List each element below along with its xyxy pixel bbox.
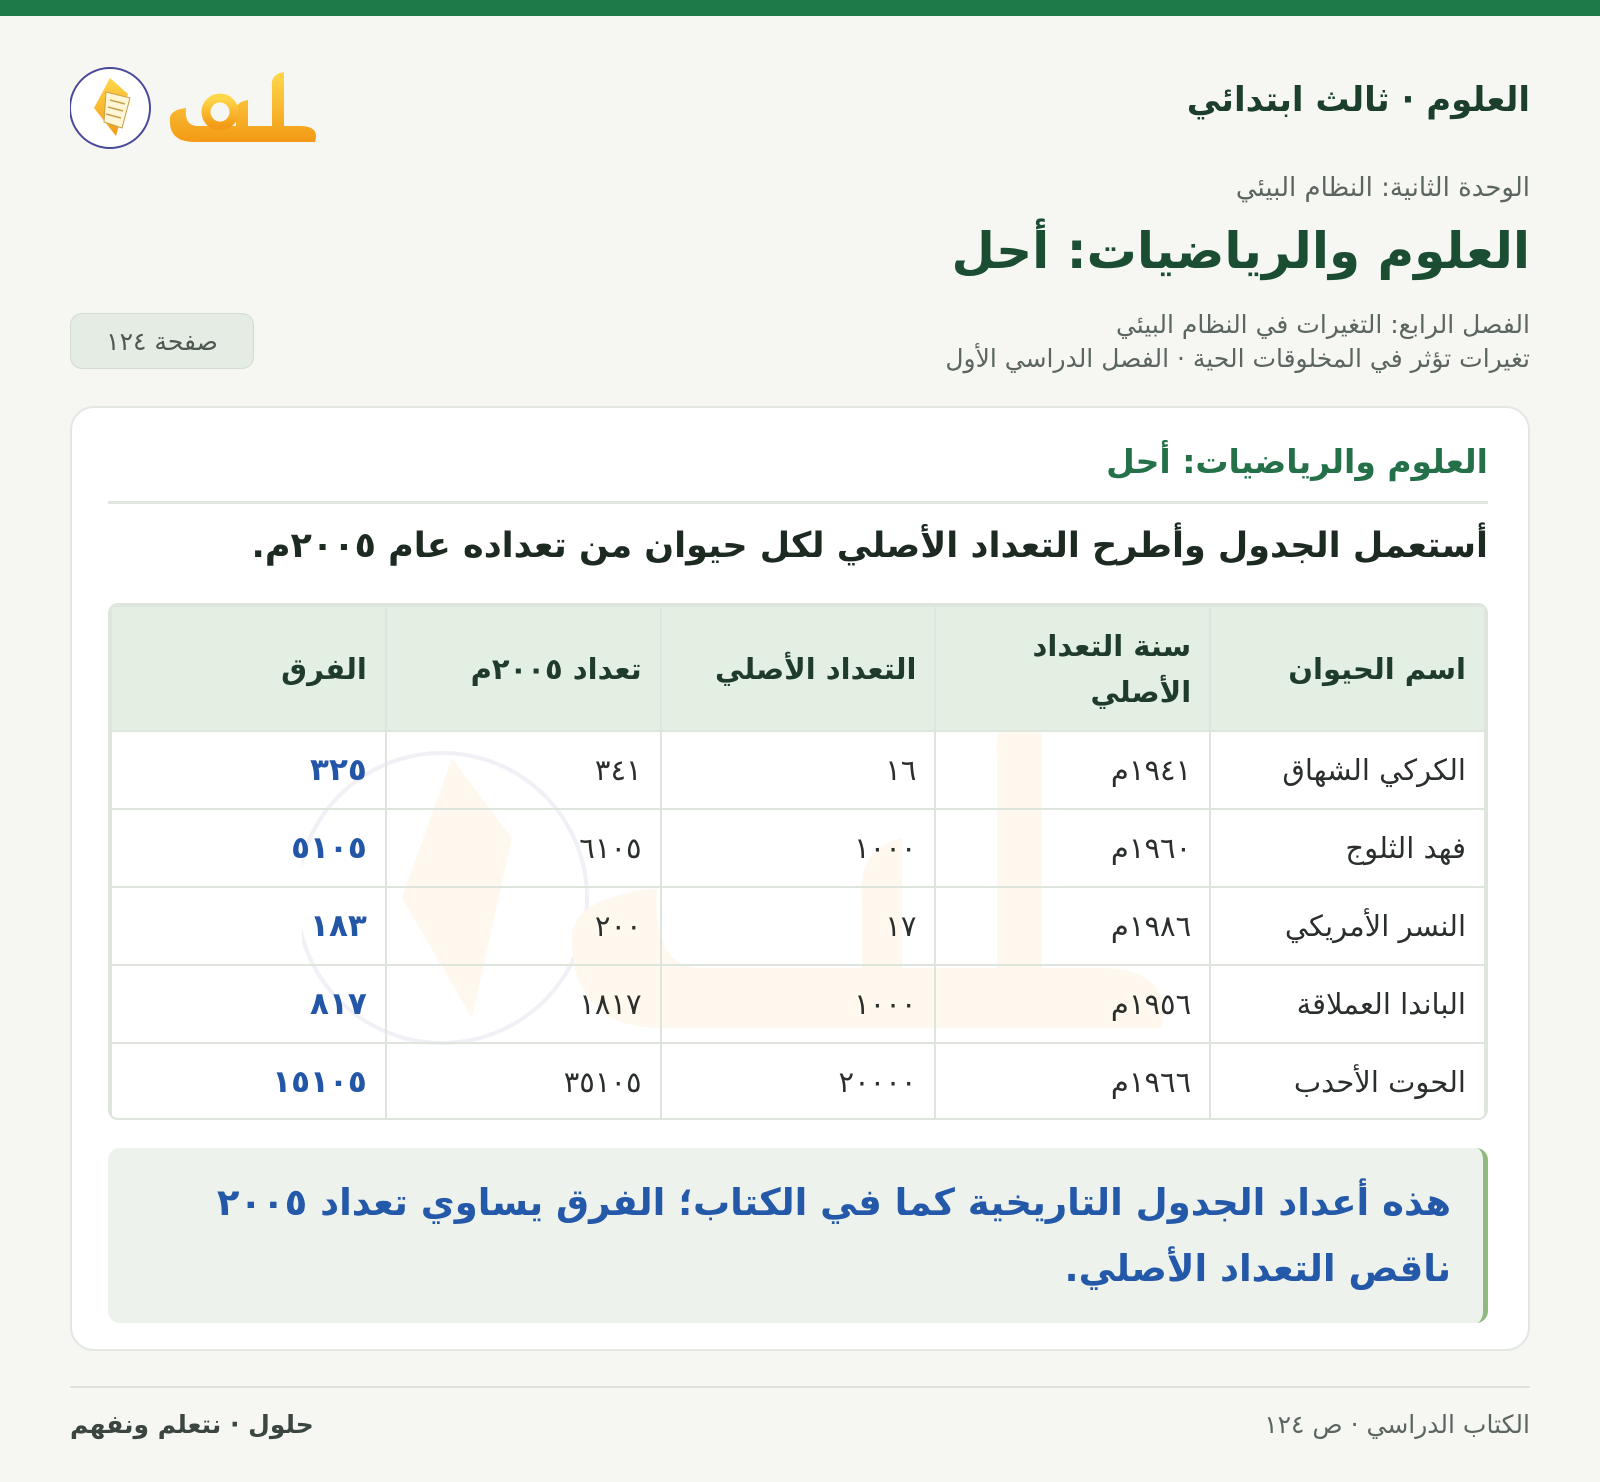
logo-graphic (70, 52, 340, 162)
count-2005-cell: ١٨١٧ (386, 965, 661, 1043)
lesson-title: العلوم والرياضيات: أحل (951, 222, 1530, 280)
table-row (111, 1043, 1485, 1120)
hulul-logo[interactable] (70, 52, 340, 162)
population-table (108, 603, 1488, 1120)
page-header (70, 52, 1530, 162)
exercise-card (70, 406, 1530, 1351)
difference-cell: ١٨٣ (111, 887, 386, 965)
footer-book-reference: الكتاب الدراسي · ص ١٢٤ (1264, 1410, 1530, 1439)
chapter-info (945, 308, 1530, 376)
page-number-badge: صفحة ١٢٤ (70, 313, 254, 369)
card-title: العلوم والرياضيات: أحل (108, 442, 1488, 504)
difference-cell: ٣٢٥ (111, 731, 386, 809)
animal-name-cell: فهد الثلوج (1210, 809, 1485, 887)
column-header-animal: اسم الحيوان (1210, 606, 1485, 731)
lesson-subtitle: تغيرات تؤثر في المخلوقات الحية · الفصل الدراسي الأول (945, 344, 1530, 373)
table-row (111, 809, 1485, 887)
original-year-cell: ١٩٥٦م (935, 965, 1210, 1043)
column-header-difference: الفرق (111, 606, 386, 731)
count-2005-cell: ٣٥١٠٥ (386, 1043, 661, 1120)
animal-name-cell: الكركي الشهاق (1210, 731, 1485, 809)
animal-name-cell: الحوت الأحدب (1210, 1043, 1485, 1120)
original-year-cell: ١٩٤١م (935, 731, 1210, 809)
count-2005-cell: ٦١٠٥ (386, 809, 661, 887)
footer-brand-tagline[interactable]: حلول · نتعلم ونفهم (70, 1410, 314, 1439)
column-header-original-year: سنة التعداد الأصلي (935, 606, 1210, 731)
original-year-cell: ١٩٦٠م (935, 809, 1210, 887)
chapter-label: الفصل الرابع: التغيرات في النظام البيئي (1115, 310, 1530, 339)
difference-cell: ٥١٠٥ (111, 809, 386, 887)
count-2005-cell: ٢٠٠ (386, 887, 661, 965)
animal-name-cell: الباندا العملاقة (1210, 965, 1485, 1043)
original-count-cell: ٢٠٠٠٠ (661, 1043, 936, 1120)
column-header-original-count: التعداد الأصلي (661, 606, 936, 731)
unit-label: الوحدة الثانية: النظام البيئي (1235, 173, 1530, 203)
table-header-row (111, 606, 1485, 731)
course-title: العلوم · ثالث ابتدائي (1186, 80, 1530, 120)
footer-divider (70, 1386, 1530, 1388)
original-count-cell: ١٠٠٠ (661, 809, 936, 887)
original-year-cell: ١٩٨٦م (935, 887, 1210, 965)
table-row (111, 887, 1485, 965)
original-year-cell: ١٩٦٦م (935, 1043, 1210, 1120)
animal-name-cell: النسر الأمريكي (1210, 887, 1485, 965)
question-text: أستعمل الجدول وأطرح التعداد الأصلي لكل حيوان من تعداده عام ٢٠٠٥م. (251, 526, 1488, 566)
table-row (111, 965, 1485, 1043)
original-count-cell: ١٠٠٠ (661, 965, 936, 1043)
original-count-cell: ١٦ (661, 731, 936, 809)
difference-cell: ١٥١٠٥ (111, 1043, 386, 1120)
table-row (111, 731, 1485, 809)
answer-note: هذه أعداد الجدول التاريخية كما في الكتاب؛ الفرق يساوي تعداد ٢٠٠٥ ناقص التعداد الأصلي. (108, 1148, 1488, 1323)
original-count-cell: ١٧ (661, 887, 936, 965)
top-accent-bar (0, 0, 1600, 16)
column-header-count-2005: تعداد ٢٠٠٥م (386, 606, 661, 731)
count-2005-cell: ٣٤١ (386, 731, 661, 809)
difference-cell: ٨١٧ (111, 965, 386, 1043)
